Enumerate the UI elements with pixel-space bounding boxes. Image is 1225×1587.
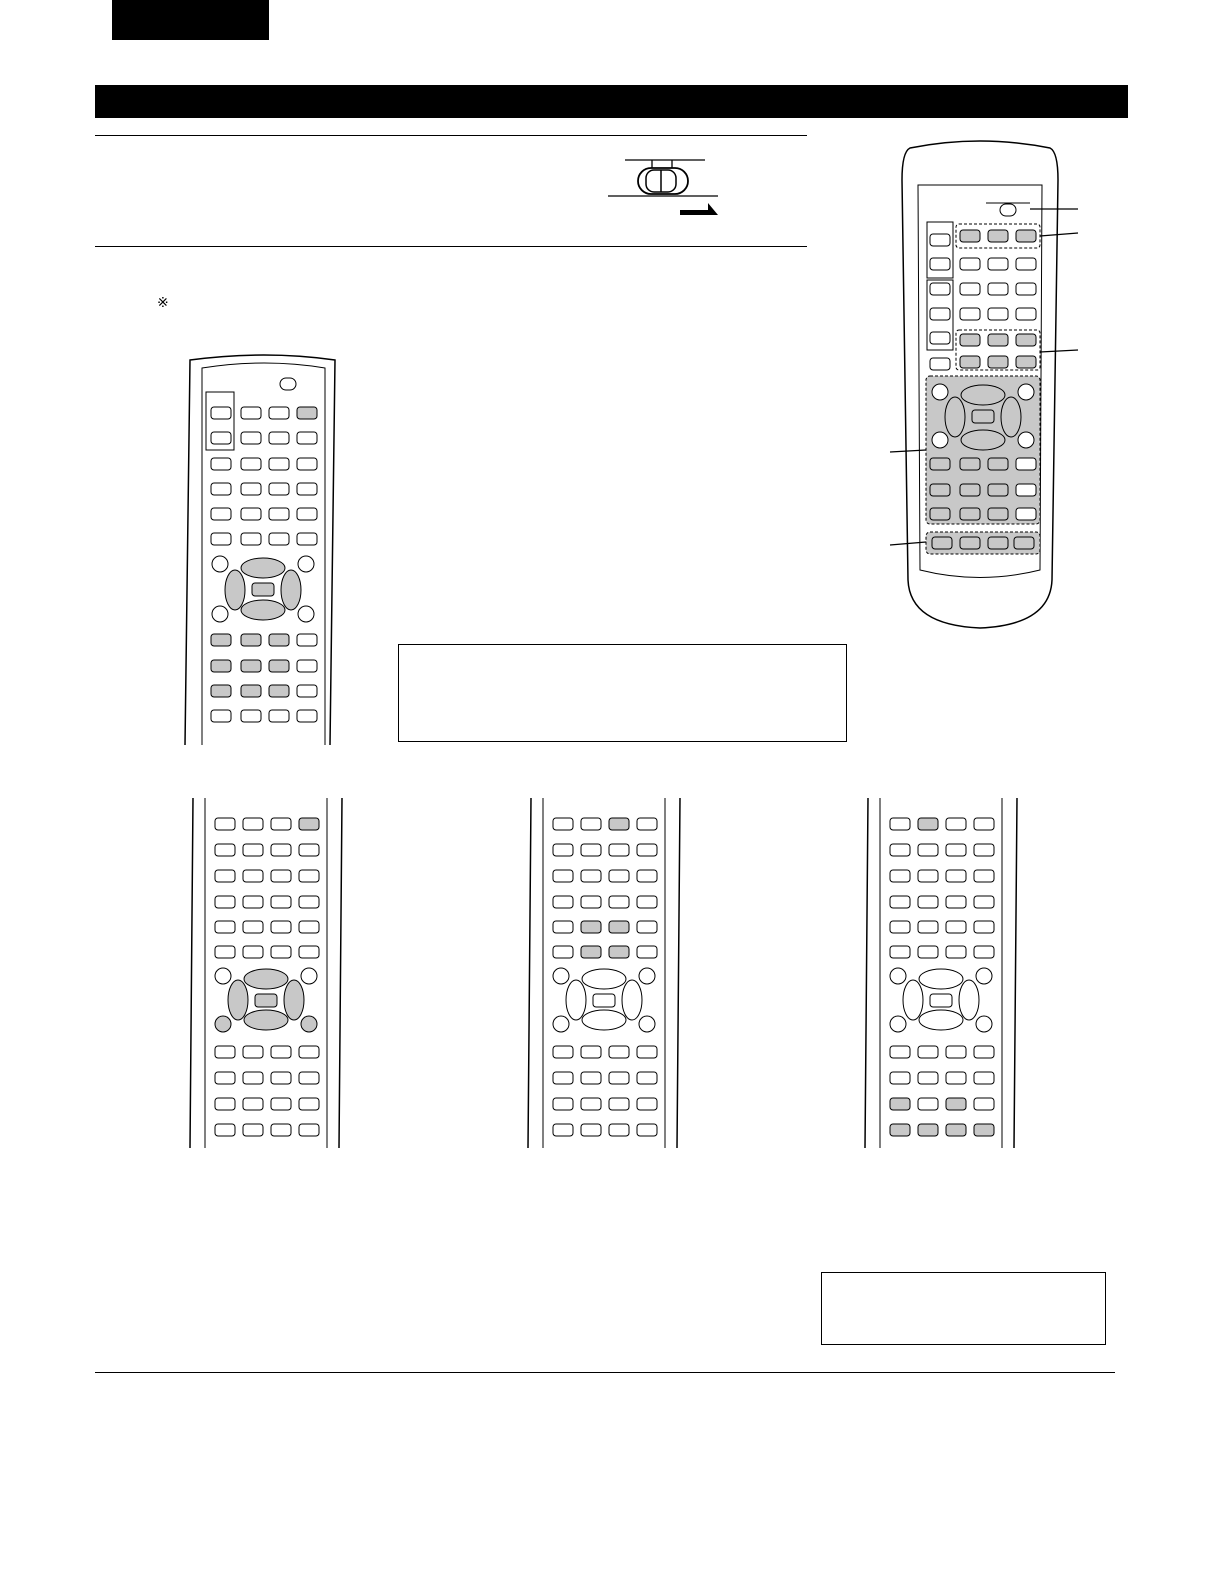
remote-partial-3-icon (860, 798, 1025, 1148)
remote-partial-1-icon (185, 798, 350, 1148)
language-tab (112, 0, 269, 40)
bottom-rule (95, 1372, 1115, 1373)
mode-switch-icon (600, 155, 730, 225)
remote-control-icon (880, 140, 1080, 635)
reference-mark: ※ (157, 294, 169, 310)
top-rule (95, 135, 807, 136)
remote-control-partial-icon (180, 350, 350, 745)
section-title-bar (95, 85, 1128, 118)
note-box-main (398, 644, 847, 742)
middle-rule (95, 246, 807, 247)
remote-partial-2-icon (523, 798, 688, 1148)
note-box-small (821, 1272, 1106, 1345)
